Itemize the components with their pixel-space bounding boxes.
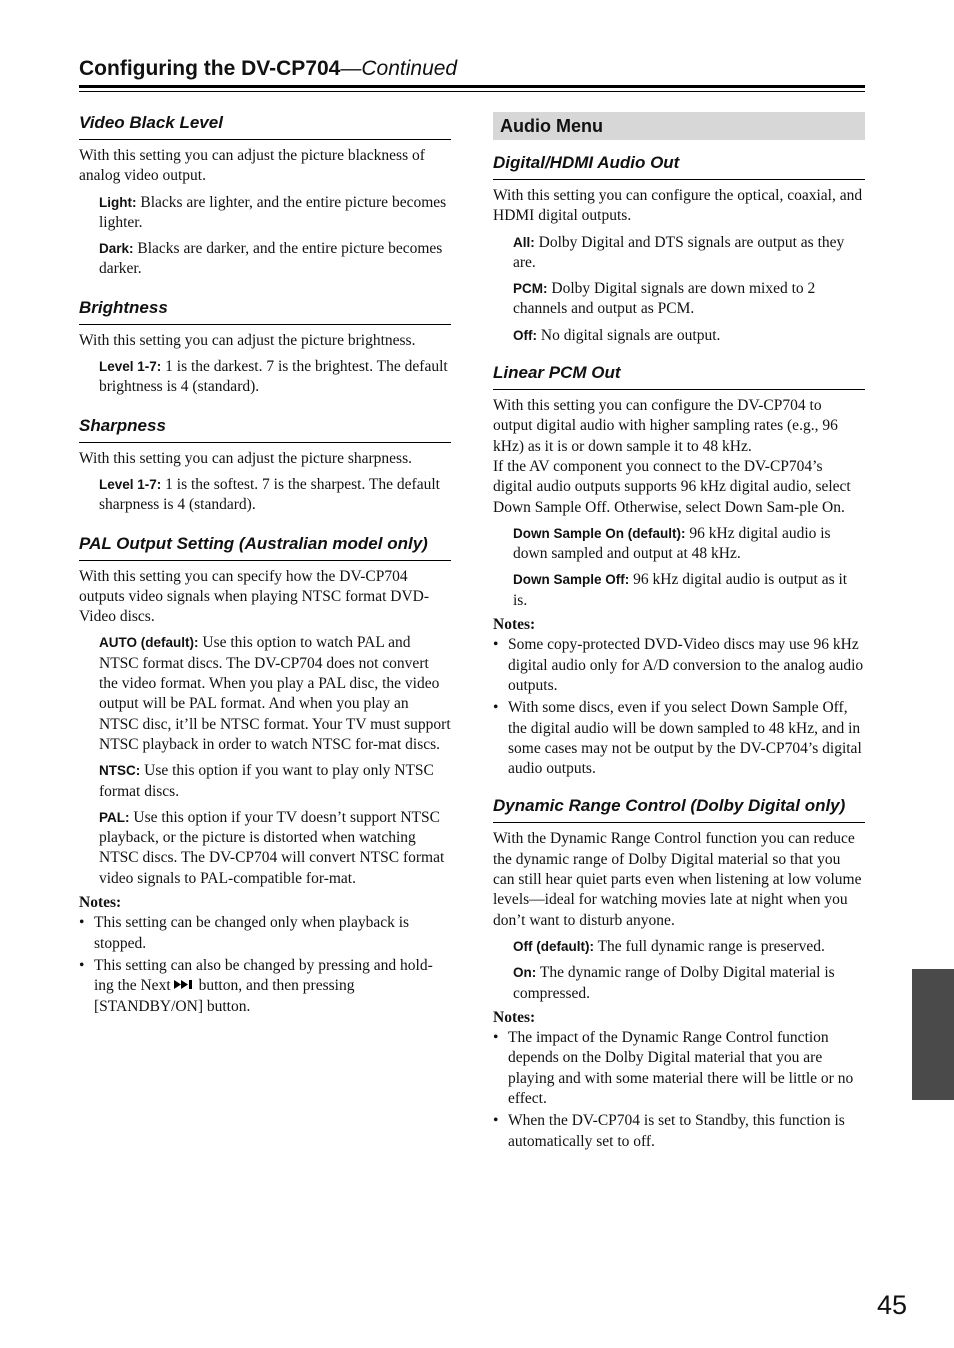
- page-title-continued: —Continued: [340, 57, 458, 80]
- option-brightness-level: [99, 357, 451, 398]
- header-rule-thin: [79, 91, 865, 92]
- option-down-sample-off: [513, 570, 865, 611]
- chapter-side-tab: [912, 969, 954, 1100]
- notes-heading: Notes:: [79, 894, 122, 912]
- option-label: AUTO (default):: [99, 635, 199, 651]
- linear-pcm-heading: Linear PCM Out: [493, 362, 865, 390]
- option-text: Blacks are lighter, and the entire picture becomes lighter.: [99, 193, 447, 231]
- option-down-sample-on: [513, 524, 865, 565]
- audio-menu-title: Audio Menu: [493, 112, 865, 140]
- option-label: Off (default):: [513, 938, 594, 954]
- section-linear-pcm: [493, 362, 865, 779]
- option-text: Dolby Digital and DTS signals are output as they are.: [513, 233, 845, 271]
- linear-pcm-notes-list: [493, 635, 865, 779]
- option-light: [99, 193, 451, 234]
- note-item: • When the DV-CP704 is set to Standby, this function is automatically set to off.: [493, 1111, 865, 1152]
- option-auto: [99, 633, 451, 755]
- pal-output-heading: PAL Output Setting (Australian model only): [79, 533, 451, 561]
- page-number: 45: [876, 1290, 907, 1320]
- option-label: Off:: [513, 327, 537, 343]
- brightness-heading: Brightness: [79, 297, 451, 325]
- digital-hdmi-heading: Digital/HDMI Audio Out: [493, 152, 865, 180]
- dynamic-range-heading: Dynamic Range Control (Dolby Digital only): [493, 795, 865, 823]
- option-label: PAL:: [99, 809, 130, 825]
- sharpness-intro: With this setting you can adjust the picture sharpness.: [79, 449, 412, 467]
- digital-hdmi-intro: With this setting you can configure the optical, coaxial, and HDMI digital outputs.: [493, 187, 863, 225]
- option-sharpness-level: [99, 475, 451, 516]
- option-label: Level 1-7:: [99, 476, 162, 492]
- option-label: Down Sample On (default):: [513, 525, 686, 541]
- dynamic-range-notes-list: [493, 1028, 865, 1152]
- section-brightness: [79, 297, 451, 398]
- option-text: 1 is the softest. 7 is the sharpest. The default sharpness is 4 (standard).: [99, 475, 440, 514]
- option-text: No digital signals are output.: [537, 326, 721, 344]
- option-text: Use this option if you want to play only NTSC format discs.: [99, 762, 434, 800]
- right-column: [493, 112, 865, 1154]
- section-digital-hdmi: [493, 152, 865, 346]
- option-drc-on: [513, 963, 865, 1004]
- option-label: Level 1-7:: [99, 359, 162, 375]
- note-item: • With some discs, even if you select Down Sample Off, the digital audio will be down sampled to 48 kHz, and in some cases may not be output by the DV-CP704’s digital audio outputs.: [493, 698, 865, 779]
- option-label: Light:: [99, 194, 137, 210]
- note-text: This setting can also be changed by pressing and hold-ing the Next: [94, 956, 433, 995]
- brightness-intro: With this setting you can adjust the picture brightness.: [79, 331, 416, 349]
- note-item: • This setting can be changed only when playback is stopped.: [79, 913, 451, 954]
- option-pcm: [513, 279, 865, 320]
- option-text: 96 kHz digital audio is output as it is.: [513, 571, 848, 609]
- section-video-black-level: [79, 112, 451, 280]
- note-item: • The impact of the Dynamic Range Control function depends on the Dolby Digital material that you are playing and with some material there will be little or no effect.: [493, 1028, 865, 1109]
- option-ntsc: [99, 761, 451, 802]
- section-pal-output: [79, 533, 451, 1018]
- option-text: Use this option if your TV doesn’t support NTSC playback, or the picture is distorted when watching NTSC discs. The DV-CP704 will convert NTSC format video signals to PAL-compatible for-mat.: [99, 808, 445, 887]
- video-black-level-heading: Video Black Level: [79, 112, 451, 140]
- next-icon: [174, 976, 196, 996]
- option-text: 96 kHz digital audio is down sampled and output at 48 kHz.: [513, 524, 831, 563]
- page-title-main: Configuring the DV-CP704: [79, 57, 341, 80]
- option-label: Down Sample Off:: [513, 572, 630, 588]
- section-dynamic-range: [493, 795, 865, 1151]
- header-rule-thick: [79, 85, 865, 88]
- option-label: Dark:: [99, 241, 134, 257]
- linear-pcm-intro: With this setting you can configure the DV-CP704 to output digital audio with higher sampling rates (e.g., 96 kHz) as it is or down sample it to 48 kHz.: [493, 397, 838, 455]
- note-text: button, and then pressing [STANDBY/ON] button.: [94, 977, 355, 1015]
- option-all: [513, 233, 865, 274]
- section-sharpness: [79, 415, 451, 516]
- option-text: The dynamic range of Dolby Digital material is compressed.: [513, 964, 835, 1002]
- sharpness-heading: Sharpness: [79, 415, 451, 443]
- option-drc-off: [513, 937, 865, 957]
- pal-output-intro: With this setting you can specify how the DV-CP704 outputs video signals when playing NTSC format DVD-Video discs.: [79, 567, 430, 626]
- video-black-level-intro: With this setting you can adjust the picture blackness of analog video output.: [79, 147, 425, 185]
- page-header: [79, 54, 865, 84]
- linear-pcm-intro-2: If the AV component you connect to the DV-CP704’s digital audio outputs supports 96 kHz digital audio, select Down Sample Off. Otherwise, select Down Sam-ple On.: [493, 457, 851, 516]
- option-text: Dolby Digital signals are down mixed to 2 channels and output as PCM.: [513, 280, 816, 318]
- option-text: The full dynamic range is preserved.: [593, 937, 825, 955]
- option-dark: [99, 239, 451, 280]
- notes-heading: Notes:: [493, 616, 536, 634]
- option-pal: [99, 808, 451, 889]
- option-label: On:: [513, 965, 537, 981]
- notes-heading: Notes:: [493, 1008, 536, 1026]
- pal-notes-list: [79, 913, 451, 1017]
- note-item: [79, 956, 451, 1017]
- option-label: All:: [513, 234, 535, 250]
- left-column: [79, 112, 451, 1019]
- note-item: • Some copy-protected DVD-Video discs may use 96 kHz digital audio only for A/D conversion to the analog audio outputs.: [493, 635, 865, 696]
- dynamic-range-intro: With the Dynamic Range Control function you can reduce the dynamic range of Dolby Digital material so that you can still hear quiet parts even when listening at low volume levels—ideal for watching movies late at night when you don’t want to disturb anyone.: [493, 830, 862, 929]
- option-label: NTSC:: [99, 763, 141, 779]
- option-off: [513, 326, 865, 346]
- page-title: [79, 54, 865, 84]
- option-label: PCM:: [513, 281, 548, 297]
- option-text: Blacks are darker, and the entire picture becomes darker.: [99, 240, 443, 278]
- option-text: Use this option to watch PAL and NTSC format discs. The DV-CP704 does not convert the video format. When you play a PAL disc, the video output will be PAL format. And when you play an NTSC disc, it’ll be NTSC format. Your TV must support NTSC playback in order to watch NTSC for-mat discs.: [99, 634, 451, 753]
- option-text: 1 is the darkest. 7 is the brightest. The default brightness is 4 (standard).: [99, 358, 448, 396]
